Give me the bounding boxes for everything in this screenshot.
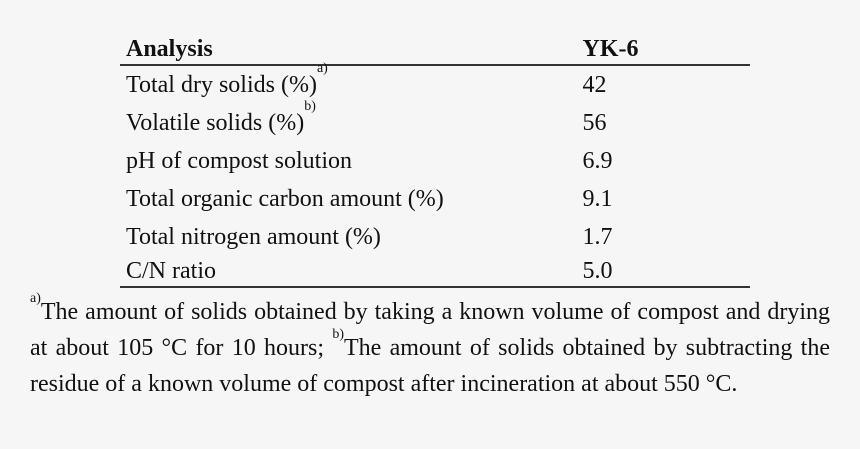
table-row (120, 65, 750, 104)
row-value: 56 (582, 110, 607, 136)
row-label-cell (120, 61, 573, 104)
row-value: 6.9 (582, 148, 613, 174)
table-row (120, 104, 750, 142)
footnote-marker: a) (316, 61, 328, 76)
table-row (120, 218, 750, 256)
analysis-table (120, 34, 750, 288)
row-label: Total organic carbon amount (%) (126, 186, 444, 212)
row-value: 42 (582, 72, 607, 98)
header-analysis: Analysis (120, 34, 573, 65)
row-label: pH of compost solution (126, 148, 352, 174)
footnote-b-marker: b) (332, 327, 344, 342)
row-value: 1.7 (582, 224, 613, 250)
row-label: Volatile solids (%) (126, 110, 305, 136)
analysis-table-container (120, 34, 750, 288)
table-header-row (120, 34, 750, 65)
header-yk6: YK-6 (573, 34, 750, 65)
row-label: Total dry solids (%) (126, 72, 317, 98)
table-row (120, 256, 750, 287)
row-label: Total nitrogen amount (%) (126, 224, 381, 250)
table-row (120, 180, 750, 218)
footnote-marker: b) (304, 99, 316, 114)
row-value: 5.0 (573, 256, 750, 287)
table-footnote (30, 291, 830, 402)
footnote-a-text: The amount of solids obtained by taking a known volume of compost and drying at about 105 °C for 10 hours; (30, 299, 830, 361)
footnote-a-marker: a) (30, 291, 41, 306)
row-label: C/N ratio (120, 256, 573, 287)
footnote-b-text: The amount of solids obtained by subtracting the residue of a known volume of compost after incineration at about 550 °C. (30, 335, 830, 397)
row-value: 9.1 (582, 186, 613, 212)
table-row (120, 142, 750, 180)
row-label-cell (120, 99, 573, 142)
